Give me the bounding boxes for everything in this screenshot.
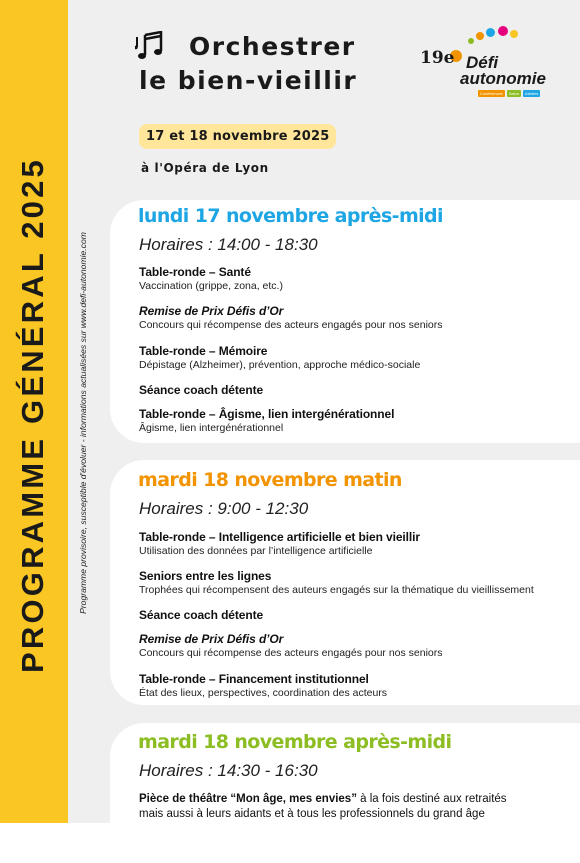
session-title: mardi 18 novembre matin	[138, 469, 402, 491]
logo-tag: Conférences	[480, 91, 503, 96]
item-title: Séance coach détente	[139, 608, 264, 622]
item-title: Table-ronde – Mémoire	[139, 344, 268, 358]
play-line-2: mais aussi à leurs aidants et à tous les professionnels du grand âge	[139, 808, 485, 820]
item-title: Seniors entre les lignes	[139, 569, 272, 583]
session-item	[139, 383, 263, 398]
item-title: Séance coach détente	[139, 383, 264, 397]
session-hours: Horaires : 14:30 - 16:30	[139, 761, 318, 780]
logo-dot	[476, 32, 484, 40]
date-badge: 17 et 18 novembre 2025	[139, 124, 336, 149]
defi-autonomie-logo	[420, 24, 546, 104]
logo-dot	[498, 26, 508, 36]
session-item	[139, 632, 443, 660]
title-line-1: Orchestrer	[189, 32, 356, 61]
logo-tag: Ateliers	[524, 91, 539, 96]
item-title: Remise de Prix Défis d’Or	[139, 304, 284, 318]
logo-number: 19e	[420, 48, 455, 68]
logo-tags	[478, 90, 540, 97]
item-desc: Concours qui récompense des acteurs engagés pour nos seniors	[139, 319, 443, 331]
logo-dot	[510, 30, 518, 38]
session-item	[139, 344, 420, 372]
session-hours: Horaires : 14:00 - 18:30	[139, 235, 318, 254]
sidebar-note: Programme provisoire, susceptible d'évoluer - informations actualisées sur www.defi-autonomie.com	[78, 232, 88, 614]
item-desc: Âgisme, lien intergénérationnel	[139, 422, 284, 434]
sidebar-title: PROGRAMME GÉNÉRAL 2025	[15, 157, 50, 673]
page-title	[139, 30, 399, 98]
session-item	[139, 569, 534, 597]
item-desc: État des lieux, perspectives, coordination des acteurs	[139, 687, 388, 699]
session-item	[139, 265, 283, 293]
item-title: Table-ronde – Intelligence artificielle et bien vieillir	[139, 530, 420, 544]
title-line-2: le bien-vieillir	[139, 66, 358, 95]
item-desc: Utilisation des données par l’intelligence artificielle	[139, 545, 373, 557]
session-item	[139, 304, 443, 332]
play-description	[139, 792, 507, 822]
item-title: Table-ronde – Financement institutionnel	[139, 672, 369, 686]
session-item	[139, 608, 263, 623]
session-hours: Horaires : 9:00 - 12:30	[139, 499, 309, 518]
play-line-1: à la fois destiné aux retraités	[356, 793, 507, 805]
session-item	[139, 407, 394, 435]
session-title: lundi 17 novembre après-midi	[138, 205, 443, 227]
logo-dot	[468, 38, 474, 44]
sidebar	[0, 0, 68, 823]
item-title: Table-ronde – Âgisme, lien intergénérationnel	[139, 407, 395, 421]
item-desc: Trophées qui récompensent des auteurs engagés sur la thématique du vieillissement	[139, 584, 534, 596]
logo-word-defi: Défi	[466, 53, 499, 72]
item-desc: Concours qui récompense des acteurs engagés pour nos seniors	[139, 647, 443, 659]
logo-word-autonomie: autonomie	[460, 69, 546, 88]
session-title: mardi 18 novembre après-midi	[138, 731, 452, 753]
logo-tag: Salon	[508, 91, 519, 96]
item-title: Table-ronde – Santé	[139, 265, 251, 279]
session-item	[139, 530, 420, 558]
item-desc: Vaccination (grippe, zona, etc.)	[139, 280, 283, 292]
item-title: Remise de Prix Défis d’Or	[139, 632, 284, 646]
venue-text: à l'Opéra de Lyon	[141, 161, 269, 175]
play-title: Pièce de théâtre “Mon âge, mes envies”	[139, 793, 357, 805]
logo-dot	[486, 28, 495, 37]
item-desc: Dépistage (Alzheimer), prévention, approche médico-sociale	[139, 359, 421, 371]
session-item	[139, 672, 387, 700]
